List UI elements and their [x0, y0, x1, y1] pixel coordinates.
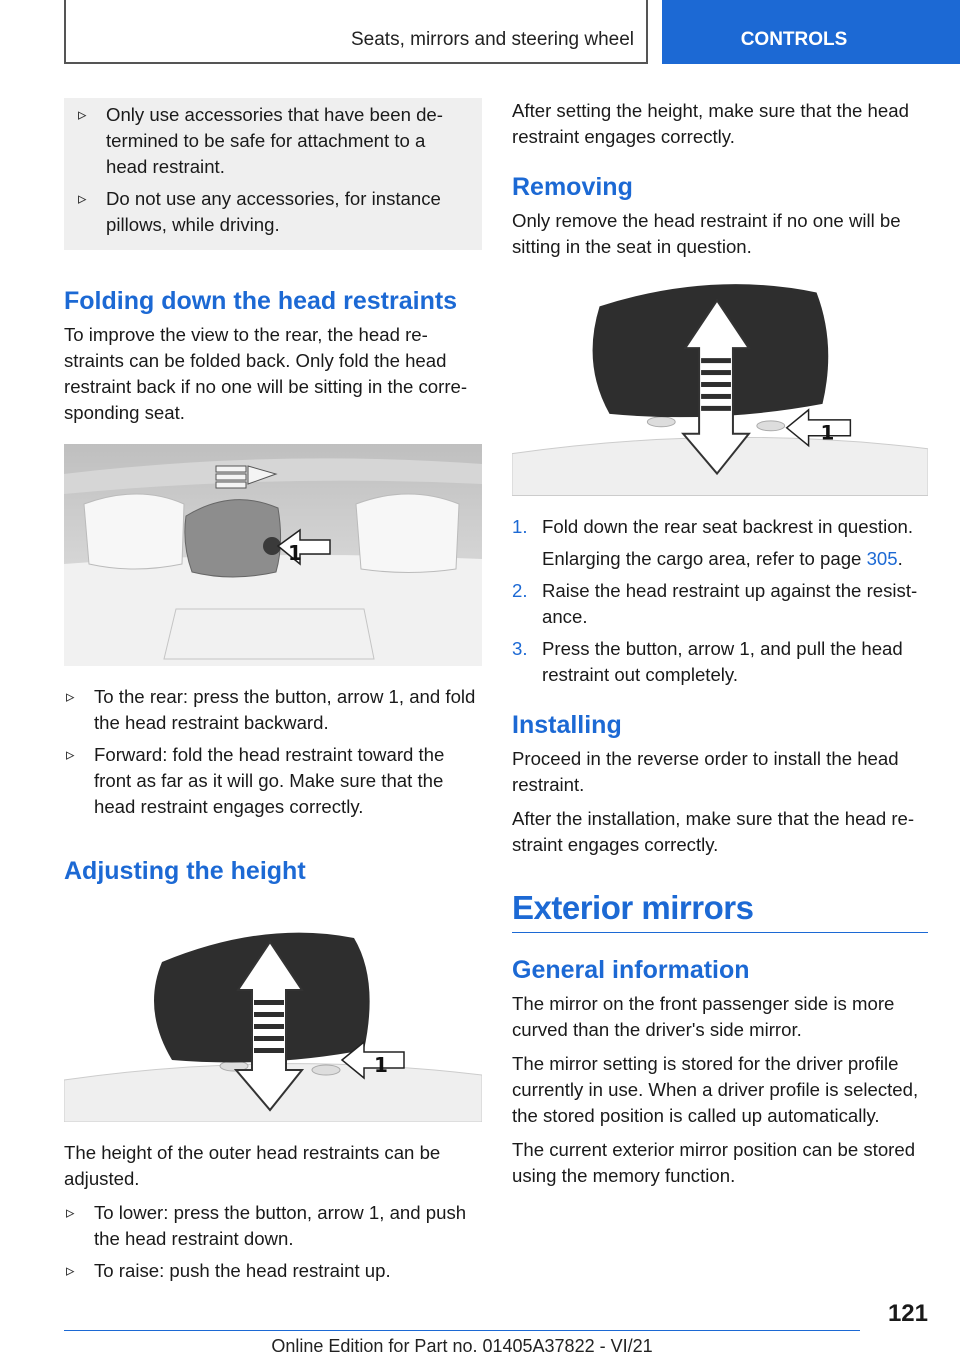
- mirrors-text-3: The current exterior mirror position can be stored using the memory function.: [512, 1139, 916, 1186]
- page-reference-link[interactable]: 305: [866, 548, 898, 569]
- list-item: [512, 514, 928, 572]
- folding-list: [64, 684, 482, 820]
- step-text: Press the button, arrow 1, and pull the head restraint out completely.: [542, 638, 903, 685]
- cross-reference-text: Enlarging the cargo area, refer to page: [542, 548, 867, 569]
- list-item: ▹ Forward: fold the head restraint toward the front as far as it will go. Make sure that the head restraint engages correctly.: [64, 742, 482, 820]
- list-item: ▹ Do not use any accessories, for instance pillows, while driving.: [76, 186, 470, 238]
- installing-text-1: Proceed in the reverse order to install the head restraint.: [512, 748, 899, 795]
- list-item: ▹ To the rear: press the button, arrow 1, and fold the head restraint backward.: [64, 684, 482, 736]
- mirrors-text-2: The mirror setting is stored for the driver profile currently in use. When a driver profile is selected, the stored position is called up automatically.: [512, 1053, 919, 1126]
- list-item: [512, 636, 928, 688]
- footer-edition: Online Edition for Part no. 01405A37822 - VI/21: [271, 1336, 653, 1356]
- step-text: Raise the head restraint up against the resist-ance.: [542, 580, 918, 627]
- list-item: ▹ To lower: press the button, arrow 1, and push the head restraint down.: [64, 1200, 482, 1252]
- installing-text-2: After the installation, make sure that the head re-straint engages correctly.: [512, 808, 915, 855]
- step-number: 3.: [512, 638, 528, 659]
- list-item: [512, 578, 928, 630]
- folding-text: To improve the view to the rear, the head re-straints can be folded back. Only fold the head restraint back if no one will be sitting in the corre-sponding seat.: [64, 324, 468, 423]
- mirrors-heading: Exterior mirrors: [512, 889, 754, 926]
- step-number: 2.: [512, 580, 528, 601]
- right-column: [512, 98, 928, 1197]
- chapter-tab: [662, 0, 960, 64]
- headrest-removal-illustration: [512, 274, 928, 496]
- page-number: 121: [887, 1300, 928, 1327]
- chapter-tab-label: CONTROLS: [740, 29, 848, 50]
- step-number: 1.: [512, 516, 528, 537]
- rear-seat-headrest-illustration: [64, 444, 482, 666]
- figure-label: 1: [820, 421, 835, 445]
- installing-heading: Installing: [512, 711, 622, 739]
- removing-heading: Removing: [512, 173, 633, 201]
- removing-text: Only remove the head restraint if no one will be sitting in the seat in question.: [512, 210, 901, 257]
- height-heading: Adjusting the height: [64, 857, 306, 885]
- list-item: ▹ To raise: push the head restraint up.: [64, 1258, 482, 1284]
- figure-label: 1: [374, 1053, 388, 1077]
- step-text: Fold down the rear seat backrest in question.: [542, 516, 914, 537]
- general-info-heading: General information: [512, 956, 750, 984]
- figure-label: 1: [288, 541, 302, 565]
- after-height-text: After setting the height, make sure that the head restraint engages correctly.: [512, 100, 909, 147]
- section-title: Seats, mirrors and steering wheel: [350, 29, 634, 50]
- note-list: [76, 102, 470, 238]
- folding-heading: Folding down the head restraints: [64, 287, 458, 315]
- safety-note-box: [64, 98, 482, 250]
- left-column: [64, 98, 482, 1290]
- removing-steps: [512, 514, 928, 688]
- height-text: The height of the outer head restraints can be adjusted.: [64, 1142, 441, 1189]
- footer-divider: [64, 1330, 860, 1331]
- height-list: [64, 1200, 482, 1284]
- cross-reference-suffix: .: [897, 548, 903, 569]
- list-item: ▹ Only use accessories that have been de-termined to be safe for attachment to a head restraint.: [76, 102, 470, 180]
- mirrors-text-1: The mirror on the front passenger side is more curved than the driver's side mirror.: [512, 993, 895, 1040]
- mirrors-heading-block: [512, 888, 928, 933]
- headrest-height-illustration: [64, 900, 482, 1122]
- running-header-section: [64, 0, 648, 64]
